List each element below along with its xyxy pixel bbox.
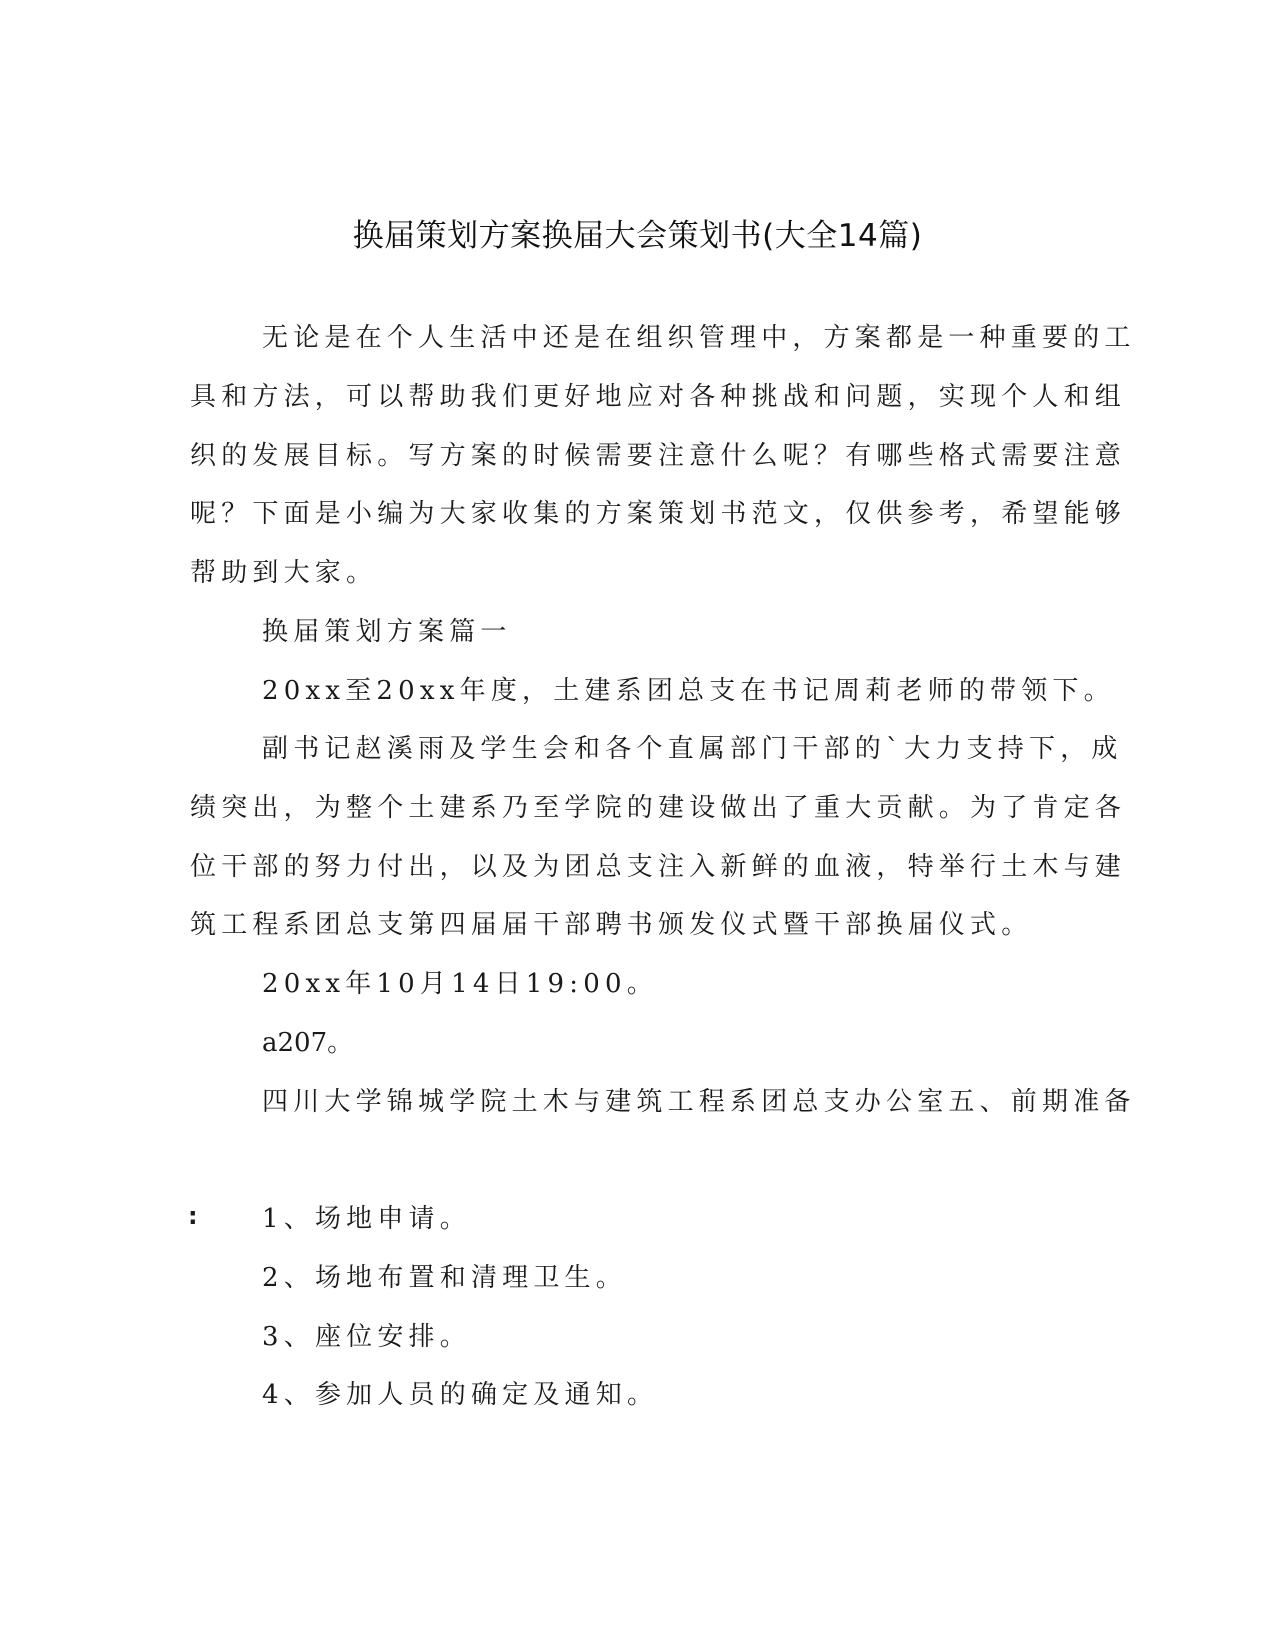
support-line-1: 副书记赵溪雨及学生会和各个直属部门干部的`大力支持下，成 (262, 734, 1123, 764)
room-line: a207。 (262, 1028, 354, 1058)
colon-mark: : (188, 1202, 198, 1230)
prep-item-3: 3、座位安排。 (262, 1322, 471, 1352)
year-line: 20xx至20xx年度，土建系团总支在书记周莉老师的带领下。 (262, 676, 1115, 706)
intro-line-3: 织的发展目标。写方案的时候需要注意什么呢？有哪些格式需要注意 (190, 441, 1127, 471)
prep-item-4: 4、参加人员的确定及通知。 (262, 1380, 659, 1410)
intro-line-4: 呢？下面是小编为大家收集的方案策划书范文，仅供参考，希望能够 (190, 499, 1127, 529)
intro-line-1: 无论是在个人生活中还是在组织管理中，方案都是一种重要的工 (262, 323, 1136, 353)
office-line: 四川大学锦城学院土木与建筑工程系团总支办公室五、前期准备 (262, 1087, 1136, 1117)
intro-line-5: 帮助到大家。 (190, 558, 378, 588)
support-line-3: 位干部的努力付出，以及为团总支注入新鲜的血液，特举行土木与建 (190, 852, 1127, 882)
prep-item-1: 1、场地申请。 (262, 1204, 471, 1234)
prep-item-2: 2、场地布置和清理卫生。 (262, 1263, 627, 1293)
support-line-4: 筑工程系团总支第四届届干部聘书颁发仪式暨干部换届仪式。 (190, 910, 1033, 940)
section-heading: 换届策划方案篇一 (262, 617, 512, 647)
intro-line-2: 具和方法，可以帮助我们更好地应对各种挑战和问题，实现个人和组 (190, 382, 1127, 412)
date-line: 20xx年10月14日19:00。 (262, 969, 658, 999)
support-line-2: 绩突出，为整个土建系乃至学院的建设做出了重大贡献。为了肯定各 (190, 793, 1127, 823)
document-title: 换届策划方案换届大会策划书(大全14篇) (352, 218, 923, 254)
